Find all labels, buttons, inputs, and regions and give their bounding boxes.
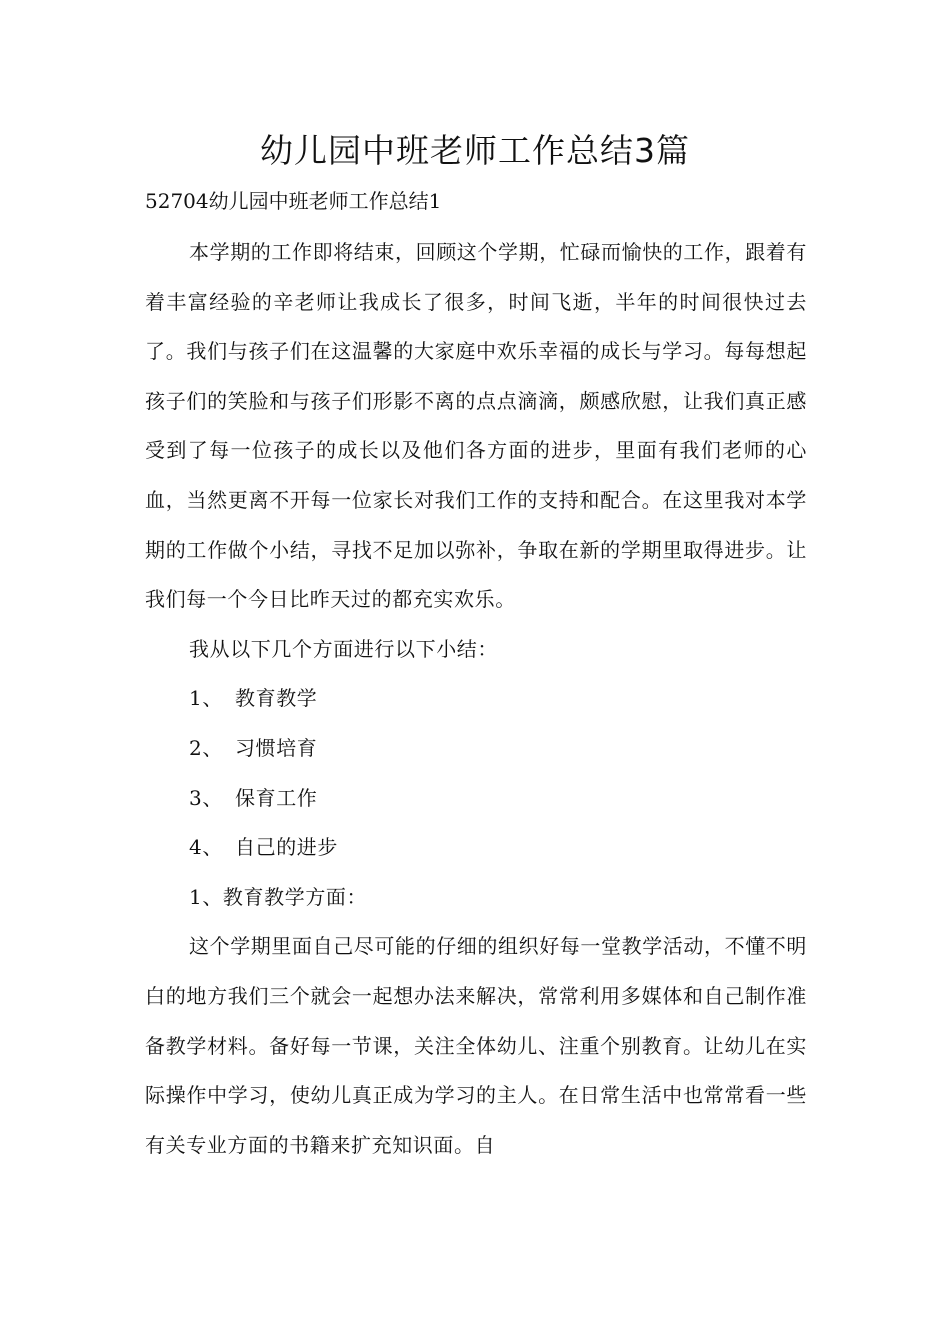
list-item	[145, 724, 807, 774]
document-body	[145, 228, 807, 1170]
list-item-number: 4、	[189, 835, 223, 860]
summary-intro: 我从以下几个方面进行以下小结：	[189, 636, 498, 661]
list-item-label: 教育教学	[235, 686, 318, 711]
list-item	[145, 674, 807, 724]
list-item-number: 1、	[189, 686, 223, 711]
list-item	[145, 823, 807, 873]
section-paragraph: 这个学期里面自己尽可能的仔细的组织好每一堂教学活动，不懂不明白的地方我们三个就会一起想办法来解决，常常利用多媒体和自己制作准备教学材料。备好每一节课，关注全体幼儿、注重个别教育。让幼儿在实际操作中学习，使幼儿真正成为学习的主人。在日常生活中也常常看一些有关专业方面的书籍来扩充知识面。自	[145, 934, 807, 1157]
list-item-label: 自己的进步	[235, 835, 338, 860]
section-heading: 1、教育教学方面：	[189, 884, 368, 909]
document-subtitle: 52704幼儿园中班老师工作总结1	[145, 189, 442, 213]
intro-paragraph: 本学期的工作即将结束，回顾这个学期，忙碌而愉快的工作，跟着有着丰富经验的辛老师让我成长了很多，时间飞逝，半年的时间很快过去了。我们与孩子们在这温馨的大家庭中欢乐幸福的成长与学习。每每想起孩子们的笑脸和与孩子们形影不离的点点滴滴，颇感欣慰，让我们真正感受到了每一位孩子的成长以及他们各方面的进步，里面有我们老师的心血，当然更离不开每一位家长对我们工作的支持和配合。在这里我对本学期的工作做个小结，寻找不足加以弥补，争取在新的学期里取得进步。让我们每一个今日比昨天过的都充实欢乐。	[145, 240, 807, 612]
list-item-number: 3、	[189, 785, 223, 810]
document-title: 幼儿园中班老师工作总结3篇	[260, 131, 690, 170]
list-item-label: 保育工作	[235, 785, 318, 810]
list-item-label: 习惯培育	[235, 735, 318, 760]
list-item-number: 2、	[189, 735, 223, 760]
list-item	[145, 774, 807, 824]
